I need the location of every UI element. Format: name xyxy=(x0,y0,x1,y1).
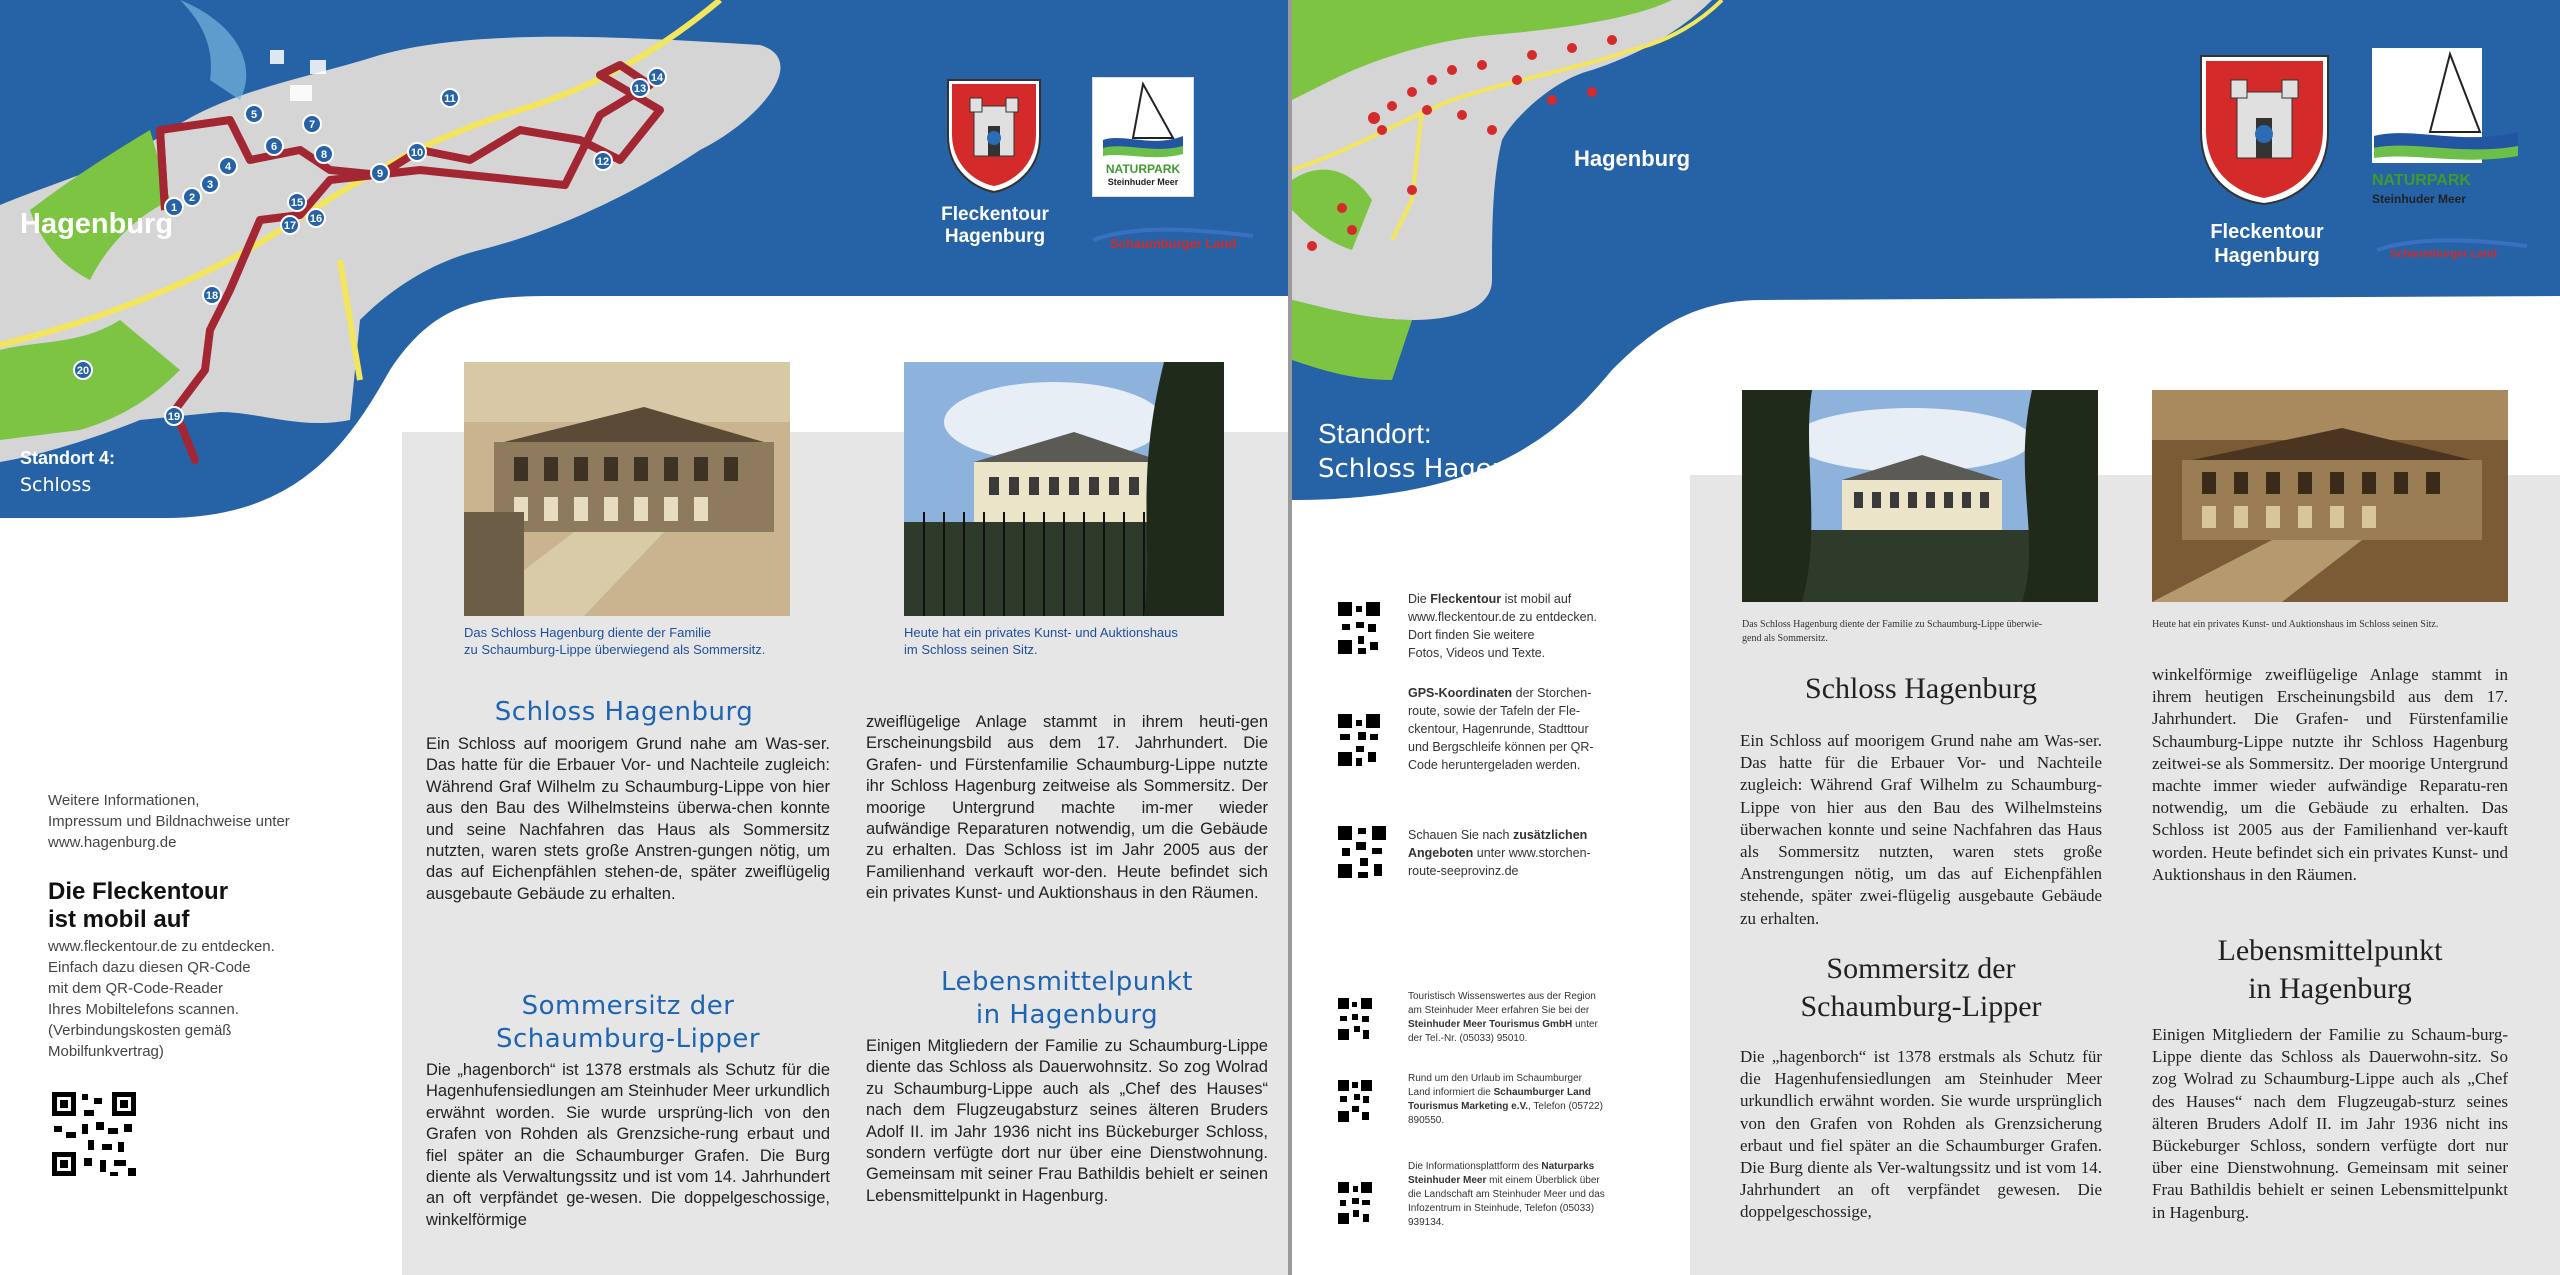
schaumburger-land-logo xyxy=(1088,222,1258,252)
qr-text: unter www.storchen- xyxy=(1473,846,1591,860)
photo2-caption: Heute hat ein privates Kunst- und Auktionshaus im Schloss seinen Sitz. xyxy=(2152,619,2439,630)
col1-body-2: Die „hagenborch“ ist 1378 erstmals als Schutz für die Hagenhufensiedlungen am Steinhuder Meer urkundlich erwähnt worden. Sie wurde ursprünglich von den Grafen von Rohden als Grenzsicherung erbaut und fiel später an die Schaumburger Grafen. Die Burg diente als Ver-waltungssitz und ist vom 14. Jahrhundert an oft verpfändet gewesen. Die doppelgeschossige, xyxy=(1740,1047,2102,1222)
map-place-label: Hagenburg xyxy=(20,208,174,240)
col2-body-2: Einigen Mitgliedern der Familie zu Schaumburg-Lippe diente das Schloss als Dauerwohnsitz. So zog Wolrad zu Schaumburg-Lippe auch als „Chef des Hauses“ nach dem Flugzeugabsturz seines älteren Bruders Adolf II. im Jahr 1936 nicht ins Bückeburger Schloss, sondern verfügte dort nur über eine Dienstwohnung. Gemeinsam mit seiner Frau Bathildis behielt er seinen Lebensmittelpunkt in Hagenburg. xyxy=(866,1037,1268,1205)
mobile-text-line: Einfach dazu diesen QR-Code xyxy=(48,959,251,976)
qr-text-bold: Fleckentour xyxy=(1430,592,1502,606)
stop-13: 13 xyxy=(633,83,647,95)
qr-text-line: Infozentrum in Steinhude, Telefon (05033) xyxy=(1408,1203,1595,1214)
photo1-caption xyxy=(464,624,765,658)
qr2-text xyxy=(1408,684,1618,774)
heading-line: Schaumburg-Lipper xyxy=(1800,990,2042,1023)
qr-text-bold: Angeboten xyxy=(1408,846,1474,860)
qr-text: der Storchen- xyxy=(1512,686,1592,700)
mobile-text-line: Mobilfunkvertrag) xyxy=(48,1043,164,1060)
heading-line: Lebensmittelpunkt xyxy=(2217,934,2443,967)
stop-6: 6 xyxy=(270,141,278,153)
sail-icon xyxy=(1093,78,1193,158)
mobile-title-line: ist mobil auf xyxy=(48,906,190,933)
mobile-title-line: Die Fleckentour xyxy=(48,878,229,905)
qr-text-line: die Landschaft am Steinhuder Meer und das xyxy=(1408,1189,1605,1200)
coat-of-arms-icon xyxy=(2197,52,2332,207)
photo1-caption xyxy=(1742,618,2102,646)
qr-text-line: Fotos, Videos und Texte. xyxy=(1408,646,1546,660)
mobile-text-line: (Verbindungskosten gemäß xyxy=(48,1022,232,1039)
col2-heading xyxy=(866,966,1268,1032)
qr-text: , Telefon (05722) xyxy=(1528,1101,1603,1112)
schaumburger-land-text: Schaumburger Land xyxy=(1110,236,1237,251)
naturpark-name: NATURPARK xyxy=(1105,162,1181,176)
caption-line: gend als Sommersitz. xyxy=(1742,633,1828,644)
photo-schloss-today xyxy=(904,362,1224,616)
stop-3: 3 xyxy=(206,179,214,191)
coat-of-arms-icon xyxy=(944,76,1044,194)
sail-icon xyxy=(2372,48,2522,168)
more-info-text xyxy=(48,790,308,853)
qr-text-line: am Steinhuder Meer erfahren Sie bei der xyxy=(1408,1005,1590,1016)
col2-body: winkelförmige zweiflügelige Anlage stammt in ihrem heutigen Erscheinungsbild aus dem 17. Jahrhundert. Die Grafen- und Fürstenfamilie Schaumburg-Lippe nutzte ihr Schloss Hagenburg zeitwei-se als Sommersitz. Der moorige Untergrund machte immer wieder aufwändige Reparatu-ren notwendig, um die Gebäude zu erhalten. Das Schloss ist 2005 aus der Familienhand ver-kauft worden. Heute befindet sich ein privates Kunst- und Auktionshaus in den Räumen. xyxy=(2152,665,2508,884)
qr-text: mit einem Überblick über xyxy=(1486,1175,1600,1186)
heading-line: in Hagenburg xyxy=(2248,972,2412,1005)
mobile-text xyxy=(48,936,318,1062)
standort-name: Schloss Hagenburg xyxy=(1318,454,1568,484)
heading-line: Schaumburg-Lipper xyxy=(495,1024,761,1054)
schaumburger-land-text: Schaumburger Land xyxy=(2390,248,2497,260)
col2-body: zweiflügelige Anlage stammt in ihrem heuti-gen Erscheinungsbild aus dem 17. Jahrhundert. Die Grafen- und Fürstenfamilie Schaumburg-Lippe nutzte ihr Schloss Hagenburg zeitweise als Sommersitz. Der moorige Untergrund machte im-mer wieder aufwändige Reparaturen notwendig, um die Gebäude zu erhalten. Das Schloss ist im Jahr 2005 aus der Familienhand verkauft wor-den. Heute befindet sich ein privates Kunst- und Auktionshaus in den Räumen. xyxy=(866,713,1268,903)
brand-line-1: Fleckentour xyxy=(2210,221,2324,243)
qr-code-icon[interactable] xyxy=(1336,824,1388,880)
stop-18: 18 xyxy=(205,290,219,302)
col2-heading xyxy=(2152,932,2508,1008)
stop-16: 16 xyxy=(309,213,323,225)
stop-10: 10 xyxy=(410,147,424,159)
qr-text-bold: GPS-Koordinaten xyxy=(1408,686,1513,700)
info-line: Impressum und Bildnachweise unter xyxy=(48,813,290,830)
caption-line: zu Schaumburg-Lippe überwiegend als Sommersitz. xyxy=(464,642,766,657)
qr-text-line: route, sowie der Tafeln der Fle- xyxy=(1408,704,1581,718)
naturpark-name: NATURPARK xyxy=(2372,172,2471,189)
stop-15: 15 xyxy=(290,197,304,209)
caption-line: Heute hat ein privates Kunst- und Auktionshaus xyxy=(904,625,1178,640)
stop-20: 20 xyxy=(76,365,90,377)
qr-text-line: der Tel.-Nr. (05033) 95010. xyxy=(1408,1033,1528,1044)
qr-text-line: www.fleckentour.de zu entdecken. xyxy=(1408,610,1598,624)
qr-text-bold: Steinhuder Meer Tourismus GmbH xyxy=(1408,1019,1573,1030)
mobile-text-line: Ihres Mobiltelefons scannen. xyxy=(48,1001,239,1018)
naturpark-logo xyxy=(1092,77,1194,197)
qr-text-line: Rund um den Urlaub im Schaumburger xyxy=(1408,1073,1582,1084)
qr-text: Die xyxy=(1408,592,1431,606)
right-brochure-page xyxy=(1292,0,2560,1275)
col1-heading-2 xyxy=(426,990,830,1056)
stop-8: 8 xyxy=(320,149,328,161)
heading-line: in Hagenburg xyxy=(975,1000,1159,1030)
stop-7: 7 xyxy=(308,119,316,131)
standort-label: Standort: xyxy=(1318,418,1432,449)
stop-2: 2 xyxy=(188,192,196,204)
stop-19: 19 xyxy=(167,411,181,423)
qr-text-line: route-seeprovinz.de xyxy=(1408,864,1519,878)
brand-title xyxy=(920,204,1070,248)
heading-line: Sommersitz der xyxy=(1826,952,2016,985)
heading-line: Sommersitz der xyxy=(521,991,735,1021)
qr4-text xyxy=(1408,990,1638,1046)
photo2-caption xyxy=(904,624,1178,658)
qr-text-bold: Tourismus Marketing e.V. xyxy=(1408,1101,1529,1112)
stop-5: 5 xyxy=(250,109,258,121)
qr3-text xyxy=(1408,826,1618,880)
info-line: Weitere Informationen, xyxy=(48,792,200,809)
caption-line: Das Schloss Hagenburg diente der Familie zu Schaumburg-Lippe überwie- xyxy=(1742,619,2043,630)
qr-text: Schauen Sie nach xyxy=(1408,828,1513,842)
stop-9: 9 xyxy=(376,168,384,180)
qr-text-line: ckentour, Hagenrunde, Stadttour xyxy=(1408,722,1589,736)
qr6-text xyxy=(1408,1160,1638,1230)
qr-text: Die Informationsplattform des xyxy=(1408,1161,1542,1172)
qr-code-icon[interactable] xyxy=(48,1088,140,1180)
naturpark-subtitle: Steinhuder Meer xyxy=(1107,177,1179,187)
mobile-text-line: mit dem QR-Code-Reader xyxy=(48,980,224,997)
qr-text: unter xyxy=(1572,1019,1598,1030)
stop-4: 4 xyxy=(224,161,232,173)
heading-line: Lebensmittelpunkt xyxy=(941,967,1193,997)
qr-text-line: Dort finden Sie weitere xyxy=(1408,628,1535,642)
qr-text-bold: Naturparks xyxy=(1541,1161,1595,1172)
stop-14: 14 xyxy=(650,72,664,84)
qr-code-icon[interactable] xyxy=(1336,1180,1374,1226)
qr-text-bold: zusätzlichen xyxy=(1512,828,1588,842)
schaumburger-land-logo xyxy=(2372,234,2532,264)
qr-text-line: Touristisch Wissenswertes aus der Region xyxy=(1408,991,1596,1002)
mobile-title xyxy=(48,878,228,934)
caption-line: im Schloss seinen Sitz. xyxy=(904,642,1038,657)
brand-line-1: Fleckentour xyxy=(941,204,1049,225)
stop-17: 17 xyxy=(283,220,297,232)
col1-heading: Schloss Hagenburg xyxy=(1805,672,2037,705)
col1-body: Ein Schloss auf moorigem Grund nahe am Was-ser. Das hatte für die Erbauer Vor- und Nachteile zugleich: Während Graf Wilhelm zu Schaumburg-Lippe von hier aus den Bau des Wilhelmsteins überwachen konnte und seine Nachfahren das Haus als Sommersitz nutzten, waren stets große Anstrengungen nötig, um das auf Eichenpfählen stehende, später zwei-flügelig ausgebaute Gebäude zu erhalten. xyxy=(1740,731,2102,928)
brand-line-2: Hagenburg xyxy=(2214,245,2320,267)
info-line: www.hagenburg.de xyxy=(48,834,177,851)
stop-1: 1 xyxy=(170,202,178,214)
col1-heading: Schloss Hagenburg xyxy=(494,697,754,727)
qr-text-line: und Bergschleife können per QR- xyxy=(1408,740,1594,754)
naturpark-subtitle: Steinhuder Meer xyxy=(2372,192,2467,206)
qr-text-bold: Schaumburger Land xyxy=(1493,1087,1591,1098)
photo-schloss-historic xyxy=(464,362,790,616)
naturpark-logo xyxy=(2372,48,2522,208)
col2-body-2: Einigen Mitgliedern der Familie zu Schaum-burg-Lippe diente das Schloss als Dauerwohn-sitz. So zog Wolrad zu Schaumburg-Lippe auch als „Chef des Hauses“ nach dem Flugzeugab-sturz seines älteren Bruders Adolf II. im Jahr 1936 nicht ins Bückeburger Schloss, sondern verfügte dort nur über eine Dienstwohnung. Gemeinsam mit seiner Frau Bathildis behielt er seinen Lebensmittelpunkt in Hagenburg. xyxy=(2152,1025,2508,1222)
caption-line: Das Schloss Hagenburg diente der Familie xyxy=(464,625,712,640)
stop-11: 11 xyxy=(444,93,456,105)
map-place-label: Hagenburg xyxy=(1574,146,1691,171)
col1-body: Ein Schloss auf moorigem Grund nahe am Was-ser. Das hatte für die Erbauer Vor- und Nachteile zugleich: Während Graf Wilhelm zu Schaumburg-Lippe von hier aus den Bau des Wilhelmsteins überwa-chen konnte und seine Nachfahren das Haus als Sommersitz nutzten, waren stets große Anstren-gungen nötig, um das auf Eichenpfählen stehen-de, später zweiflügelig ausgebaute Gebäude zu erhalten. xyxy=(426,735,830,903)
qr-code-icon[interactable] xyxy=(1336,712,1382,768)
qr5-text xyxy=(1408,1072,1638,1128)
col1-heading-2 xyxy=(1740,950,2102,1026)
qr-text-bold: Steinhuder Meer xyxy=(1408,1175,1487,1186)
standort-name: Schloss xyxy=(20,474,92,496)
qr-code-icon[interactable] xyxy=(1336,600,1382,656)
qr-code-icon[interactable] xyxy=(1336,996,1374,1042)
qr1-text xyxy=(1408,590,1608,662)
col1-body-2: Die „hagenborch“ ist 1378 erstmals als Schutz für die Hagenhufensiedlungen am Steinhuder Meer urkundlich erwähnt worden. Sie wurde ursprüng-lich von den Grafen von Rohden als Grenzsiche-rung erbaut und fiel später an die Schaumburger Grafen. Die Burg diente als Verwaltungssitz und ist vom 14. Jahrhundert an oft verpfändet ge-wesen. Die doppelgeschossige, winkelförmige xyxy=(426,1061,830,1229)
qr-code-icon[interactable] xyxy=(1336,1078,1374,1124)
qr-text: ist mobil auf xyxy=(1501,592,1572,606)
qr-text-line: 939134. xyxy=(1408,1217,1445,1228)
standort-label: Standort 4: xyxy=(20,448,116,468)
qr-text: Land informiert die xyxy=(1408,1087,1494,1098)
mobile-text-line: www.fleckentour.de zu entdecken. xyxy=(48,938,275,955)
brand-title xyxy=(2182,220,2352,268)
brand-line-2: Hagenburg xyxy=(944,226,1046,247)
stop-12: 12 xyxy=(596,156,610,168)
photo-schloss-today xyxy=(1742,390,2098,602)
qr-text-line: Code heruntergeladen werden. xyxy=(1408,758,1581,772)
photo-schloss-historic xyxy=(2152,390,2508,602)
qr-text-line: 890550. xyxy=(1408,1115,1445,1126)
